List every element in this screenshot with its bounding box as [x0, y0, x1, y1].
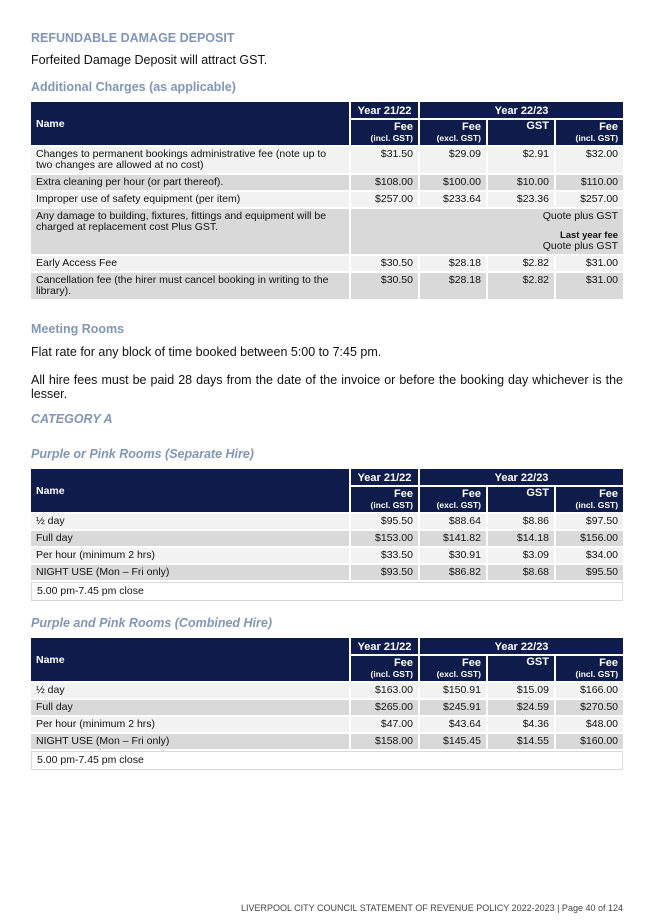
header-year-22-23: Year 22/23 [420, 102, 623, 118]
combined-hire-table [29, 636, 625, 772]
paragraph-hire-fees: All hire fees must be paid 28 days from the date of the invoice or before the booking day whichever is the lesser. [31, 373, 623, 401]
header-name: Name [31, 469, 349, 512]
heading-meeting-rooms: Meeting Rooms [31, 322, 125, 336]
table-row: Per hour (minimum 2 hrs) $33.50 $30.91 $3.09 $34.00 [31, 548, 623, 563]
header-year-22-23: Year 22/23 [420, 469, 623, 485]
table-row: Changes to permanent bookings administrative fee (note up to two changes are allowed at no cost) $31.50 $29.09 $2.91 $32.00 [31, 147, 623, 173]
page-footer: LIVERPOOL CITY COUNCIL STATEMENT OF REVENUE POLICY 2022-2023 | Page 40 of 124 [241, 903, 623, 913]
header-fee-incl-new: Fee (incl. GST) [556, 487, 623, 512]
table-row: Early Access Fee $30.50 $28.18 $2.82 $31.00 [31, 256, 623, 271]
table-note-row: 5.00 pm-7.45 pm close [31, 751, 623, 770]
table-row: Cancellation fee (the hirer must cancel booking in writing to the library). $30.50 $28.18 $2.82 $31.00 [31, 273, 623, 299]
heading-category-a: CATEGORY A [31, 412, 113, 426]
header-gst: GST [488, 656, 554, 681]
table-row: NIGHT USE (Mon – Fri only) $158.00 $145.45 $14.55 $160.00 [31, 734, 623, 749]
paragraph-deposit-gst: Forfeited Damage Deposit will attract GST. [31, 53, 268, 67]
paragraph-flat-rate: Flat rate for any block of time booked between 5:00 to 7:45 pm. [31, 345, 382, 359]
table-row: ½ day $163.00 $150.91 $15.09 $166.00 [31, 683, 623, 698]
header-name: Name [31, 638, 349, 681]
table-note-row: 5.00 pm-7.45 pm close [31, 582, 623, 601]
table-row: NIGHT USE (Mon – Fri only) $93.50 $86.82 $8.68 $95.50 [31, 565, 623, 580]
heading-additional-charges: Additional Charges (as applicable) [31, 80, 236, 94]
header-year-22-23: Year 22/23 [420, 638, 623, 654]
header-fee-incl: Fee (incl. GST) [351, 656, 418, 681]
header-year-21-22: Year 21/22 [351, 102, 418, 118]
header-fee-excl: Fee (excl. GST) [420, 120, 486, 145]
table-row: Extra cleaning per hour (or part thereof). $108.00 $100.00 $10.00 $110.00 [31, 175, 623, 190]
header-year-21-22: Year 21/22 [351, 469, 418, 485]
header-gst: GST [488, 120, 554, 145]
table-row: ½ day $95.50 $88.64 $8.86 $97.50 [31, 514, 623, 529]
separate-hire-table [29, 467, 625, 603]
header-fee-incl-new: Fee (incl. GST) [556, 120, 623, 145]
header-fee-incl: Fee (incl. GST) [351, 120, 418, 145]
header-year-21-22: Year 21/22 [351, 638, 418, 654]
additional-charges-table [29, 100, 625, 301]
quote-cell: Quote plus GST Last year fee Quote plus GST [351, 209, 623, 254]
header-fee-incl: Fee (incl. GST) [351, 487, 418, 512]
table-row: Full day $153.00 $141.82 $14.18 $156.00 [31, 531, 623, 546]
table-row: Any damage to building, fixtures, fittings and equipment will be charged at replacement cost Plus GST. Quote plus GST Last year fee Quote plus GST [31, 209, 623, 254]
heading-separate-hire: Purple or Pink Rooms (Separate Hire) [31, 447, 254, 461]
header-gst: GST [488, 487, 554, 512]
header-fee-incl-new: Fee (incl. GST) [556, 656, 623, 681]
heading-refundable-damage-deposit: REFUNDABLE DAMAGE DEPOSIT [31, 31, 235, 45]
table-row: Improper use of safety equipment (per item) $257.00 $233.64 $23.36 $257.00 [31, 192, 623, 207]
table-row: Per hour (minimum 2 hrs) $47.00 $43.64 $4.36 $48.00 [31, 717, 623, 732]
table-row: Full day $265.00 $245.91 $24.59 $270.50 [31, 700, 623, 715]
header-fee-excl: Fee (excl. GST) [420, 487, 486, 512]
header-name: Name [31, 102, 349, 145]
header-fee-excl: Fee (excl. GST) [420, 656, 486, 681]
heading-combined-hire: Purple and Pink Rooms (Combined Hire) [31, 616, 272, 630]
